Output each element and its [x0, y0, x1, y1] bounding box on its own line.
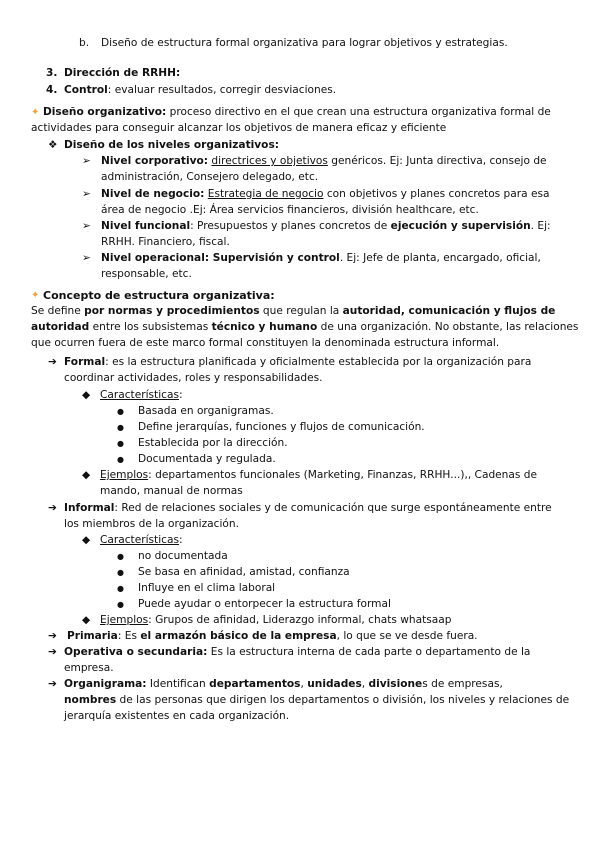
bullet-icon: ● [117, 600, 124, 609]
formal-ejemplos-line1: Ejemplos: departamentos funcionales (Marketing, Finanzas, RRHH...),, Cadenas de [100, 469, 538, 481]
item-4-number: 4. [46, 84, 58, 96]
list-item: Documentada y regulada. [138, 453, 276, 465]
informal-caracteristicas-label: Características: [100, 534, 183, 546]
arrowhead-bullet-icon: ➢ [82, 220, 91, 232]
concepto-line1: Se define por normas y procedimientos que regulan la autoridad, comunicación y flujos de [31, 305, 556, 317]
organigrama-line3: jerarquía existentes en cada organización. [64, 710, 290, 722]
list-item: Influye en el clima laboral [138, 582, 276, 594]
bullet-icon: ● [117, 439, 124, 448]
concepto-line2: autoridad entre los subsistemas técnico y humano de una organización. No obstante, las relaciones [31, 321, 579, 333]
diamond-icon: ◆ [82, 534, 91, 546]
item-b-label: b. [79, 37, 90, 49]
informal-line1: Informal: Red de relaciones sociales y de comunicación que surge espontáneamente entre [64, 502, 552, 514]
formal-line2: coordinar actividades, roles y responsabilidades. [64, 372, 323, 384]
diseno-definition-line2: actividades para conseguir alcanzar los objetivos de manera eficaz y eficiente [31, 122, 447, 134]
primaria-line: Primaria: Es el armazón básico de la empresa, lo que se ve desde fuera. [67, 630, 478, 642]
operativa-line2: empresa. [64, 662, 114, 674]
operativa-line1: Operativa o secundaria: Es la estructura interna de cada parte o departamento de la [64, 646, 531, 658]
item-3-number: 3. [46, 67, 58, 79]
list-item: Define jerarquías, funciones y flujos de comunicación. [138, 421, 425, 433]
bullet-icon: ● [117, 407, 124, 416]
niveles-heading: Diseño de los niveles organizativos: [64, 139, 279, 151]
nivel-operacional-line1: Nivel operacional: Supervisión y control. Ej: Jefe de planta, encargado, oficial, [101, 252, 541, 264]
diamond-icon: ◆ [82, 614, 91, 626]
informal-line2: los miembros de la organización. [64, 518, 239, 530]
arrowhead-bullet-icon: ➢ [82, 188, 91, 200]
list-item: Basada en organigramas. [138, 405, 274, 417]
bullet-icon: ● [117, 568, 124, 577]
nivel-negocio-line2: área de negocio .Ej: Área servicios financieros, división healthcare, etc. [101, 204, 479, 216]
diseno-definition-line1: Diseño organizativo: proceso directivo en el que crean una estructura organizativa formal de [43, 106, 551, 118]
list-item: Se basa en afinidad, amistad, confianza [138, 566, 350, 578]
bullet-icon: ● [117, 423, 124, 432]
bullet-icon: ● [117, 455, 124, 464]
nivel-corporativo-line2: administración, Consejero delegado, etc. [101, 171, 319, 183]
formal-line1: Formal: es la estructura planificada y oficialmente establecida por la organización para [64, 356, 532, 368]
arrow-right-icon: ➔ [48, 630, 57, 642]
bullet-icon: ● [117, 552, 124, 561]
arrow-right-icon: ➔ [48, 678, 57, 690]
arrowhead-bullet-icon: ➢ [82, 252, 91, 264]
nivel-operacional-line2: responsable, etc. [101, 268, 192, 280]
formal-ejemplos-line2: mando, manual de normas [100, 485, 243, 497]
arrow-right-icon: ➔ [48, 502, 57, 514]
arrowhead-bullet-icon: ➢ [82, 155, 91, 167]
concepto-heading: Concepto de estructura organizativa: [43, 289, 275, 302]
list-item: Establecida por la dirección. [138, 437, 288, 449]
star-icon: ✦ [31, 290, 40, 301]
list-item: no documentada [138, 550, 228, 562]
list-item: Puede ayudar o entorpecer la estructura formal [138, 598, 391, 610]
nivel-funcional-line2: RRHH. Financiero, fiscal. [101, 236, 230, 248]
arrow-right-icon: ➔ [48, 646, 57, 658]
nivel-negocio-line1: Nivel de negocio: Estrategia de negocio con objetivos y planes concretos para esa [101, 188, 550, 200]
organigrama-line1: Organigrama: Identifican departamentos, unidades, divisiones de empresas, [64, 678, 503, 690]
concepto-line3: que ocurren fuera de este marco formal constituyen la denominada estructura informal. [31, 337, 500, 349]
formal-caracteristicas-label: Características: [100, 389, 183, 401]
organigrama-line2: nombres de las personas que dirigen los departamentos o división, los niveles y relaciones de [64, 694, 570, 706]
nivel-funcional-line1: Nivel funcional: Presupuestos y planes concretos de ejecución y supervisión. Ej: [101, 220, 551, 232]
bullet-icon: ● [117, 584, 124, 593]
item-3-text: Dirección de RRHH: [64, 67, 181, 79]
star-icon: ✦ [31, 107, 40, 118]
arrow-right-icon: ➔ [48, 356, 57, 368]
informal-ejemplos-line: Ejemplos: Grupos de afinidad, Liderazgo informal, chats whatsaap [100, 614, 452, 626]
diamond-icon: ◆ [82, 389, 91, 401]
diamond-icon: ◆ [82, 469, 91, 481]
diamond-bullet-icon: ❖ [48, 139, 58, 151]
item-4-line: Control: evaluar resultados, corregir desviaciones. [64, 84, 337, 96]
nivel-corporativo-line1: Nivel corporativo: directrices y objetivos genéricos. Ej: Junta directiva, consejo de [101, 155, 547, 167]
item-b-text: Diseño de estructura formal organizativa para lograr objetivos y estrategias. [101, 37, 508, 49]
